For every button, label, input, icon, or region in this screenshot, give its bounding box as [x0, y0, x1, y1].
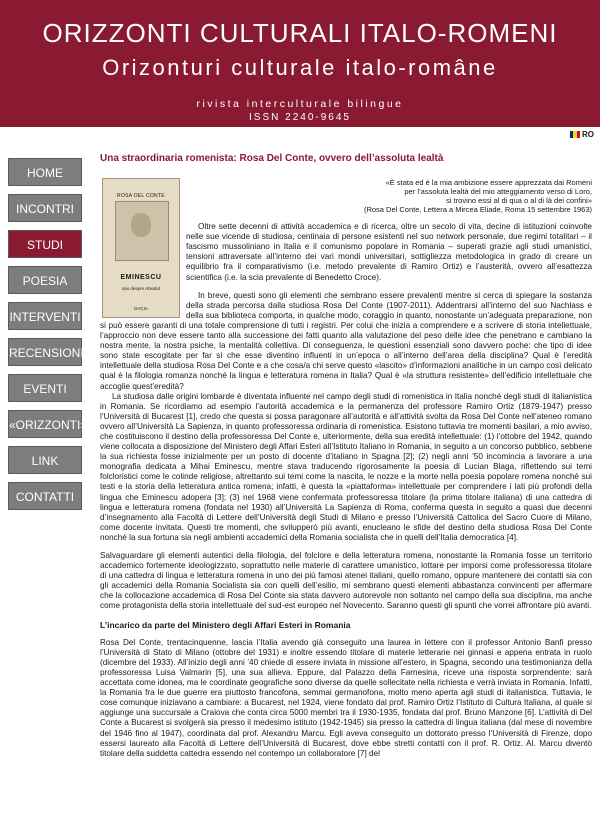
paragraph: La studiosa dalle origini lombarde è diventata influente nel campo degli studi di romenistica in Italia nonché degli studi di italianistica in Romania. Se ricordiamo ad esempio l’autorità accademica e la permanenza del professore Ramiro Ortiz (1879-1947) presso l’Università di Bucarest [1], credo che questa si possa paragonare all’autorità e all’attività svolta da Rosa Del Conte nell’ateneo romano ovvero all’Università La Sapienza, in quanto professoressa ordinaria di romenistica. Esistono tuttavia tre momenti basilari, a mio avviso, che costituiscono il destino della professoressa Del Conte e, ulteriormente, della sua eredità intellettuale: (1) l’ottobre del 1942, quando viene collocata a disposizione del Ministero degli Affari Esteri all’Istituto Italiano in Romania, in seguito a un concorso pubblico, sebbene la sua richiesta fosse inizialmente per un posto di docente d’italiano in Spagna [2]; (2) negli anni ’50 incomincia a lavorare a una monografia dedicata a Mihai Eminescu, mentre stava traducendo rigorosamente la poesia di Lucian Blaga, riflettendo sui temi folcloristici come le colinde religiose, altrettanto sui temi come la nascita, le nozze e la morte nella poesia popolare romena nonché sui testi e la storia della letteratura antica romena; infatti, è questa la «piattaforma» intellettuale per comprendere i lati più profondi della lingua che Eminescu adopera [3]; (3) nel 1968 viene confermata professoressa titolare (la prima titolare italiana) di una cattedra di lingua e letteratura romena (fondata nel 1930) all’Università La Sapienza di Roma, conferma questa in seguito a quasi due decenni d’insegnamento alla Facoltà di Lettere dell’Università degli Studi di Milano e presso l’Università Cattolica del Sacro Cuore di Milano, come docente invitata. Questi tre momenti, che svilupperò più avanti, enucleano le sfide del destino della studiosa Rosa Del Conte nonché la sua fortuna sia negli ambienti accademici della Romania socialista che in quelli dell’Italia democratica [4]. [100, 391, 592, 542]
nav-item-poesia[interactable]: POESIA [8, 266, 82, 294]
flag-stripe [577, 131, 580, 138]
nav-item-incontri[interactable]: INCONTRI [8, 194, 82, 222]
nav-item-interventi[interactable]: INTERVENTI [8, 302, 82, 330]
quote-line: «È stata ed è la mia ambizione essere apprezzata dai Romeni [385, 178, 592, 188]
quote-source: (Rosa Del Conte, Lettera a Mircea Eliade, Roma 15 settembre 1963) [363, 205, 592, 215]
paragraph: Oltre sette decenni di attività accademica e di ricerca, oltre un secolo di vita, decine di istituzioni coinvolte nelle sue vicende di studiosa, centinaia di persone esistenti nel suo network personale, due regimi totalitari – il fascismo mussoliniano in Italia e il comunismo popolare in Romania – superati grazie agli studi umanistici, tensioni attraversate all’interno dei vari mondi universitari, sottigliezza metodologica in grado di creare un equilibrio fra il comparativismo (i.e. metodo prevalente di Ramiro Ortiz) e l’austerità, ovvero all’esattezza scientifica (i.e. la scia prevalente di Benedetto Croce). [186, 222, 592, 282]
nav-item-orizzonti[interactable]: «ORIZZONTI» [8, 410, 82, 438]
nav-item-studi[interactable]: STUDI [8, 230, 82, 258]
book-subtitle: sau despre Absolut [121, 286, 161, 292]
nav-item-recensioni[interactable]: RECENSIONI [8, 338, 82, 366]
book-author: ROSA DEL CONTE [117, 193, 165, 200]
language-switch[interactable] [570, 130, 594, 139]
romanian-flag-icon[interactable] [570, 131, 580, 138]
paragraph: Rosa Del Conte, trentacinquenne, lascia l’Italia avendo già conseguito una laurea in lettere con il professor Antonio Banfi presso l’Università di Stato di Milano (ottobre del 1931) e inoltre essendo titolare di materie letterarie nei ginnasi e appena entrata in ruolo (dicembre del 1933). All’inizio degli anni ’40 chiede di essere inviata in missione all’estero, in Spagna, secondo una testimonianza della professoressa Luisa Valmarin [5], una sua allieva. Eppure, dal Palazzo della Farnesina, riceve una risposta sorprendente: sarà accettata come idonea, ma le coordinate geografiche sono diverse da quelle sollecitate nella richiesta e verrà inviata in Romania. Infatti, la Romania fra le due guerre era piuttosto francofona, semmai germanofona, molto meno aperta agli studi di italianistica. Tuttavia, le cose comunque iniziavano a cambiare: a Bucarest, nel 1924, viene fondato dal prof. Ramiro Ortiz l’Istituto di Cultura Italiana, al quale si aggiunge una succursale a Craiova che conta circa 5000 membri tra il 1930-1935, fondata dal prof. Bruno Manzone [6]. L’attività di Del Conte a Bucarest si svolgerà sia presso il medesimo istituto (1942-1945) sia presso la cattedra di lingua italiana (dal mese di novembre del 1946 fino al 1947), coordinata dal prof. Alexandru Marcu. Egli aveva conseguito un dottorato presso l’Università di Firenze, dopo essersi laureato alla Facoltà di Lettere dell’Università di Bucarest, dove ebbe stretti contatti con il prof. R. Ortiz. Al. Marcu diventò titolare della suddetta cattedra essendo nel contempo un collaboratore [7] del [100, 637, 592, 758]
issn: ISSN 2240-9645 [249, 112, 351, 123]
portrait-face [131, 213, 151, 237]
quote-line: si trovino essi al di qua o al di là dei confini» [446, 196, 592, 206]
quote-line: per l’assoluta lealtà del mio atteggiamento verso di Loro, [404, 187, 592, 197]
site-header [0, 0, 600, 127]
paragraph: In breve, questi sono gli elementi che sembrano essere prevalenti mentre si cerca di spiegare la sostanza della strada percorsa dalla studiosa Rosa Del Conte (1907-2011). Addentrarsi all’interno del suo Nachlass e della sua biblioteca comporta, in qualche modo, coraggio in quanto, nonostante un’adeguata preparazione, non si può essere garanti di una totale comprensione di tutti i registri. Per colui che inizia a comprendere e a scrivere di storia intellettuale, l’approccio non deve essere tanto alla successione dei fatti quanto alla valutazione del peso delle idee che penetrano e cambiano la nostra mente, la nostra psiche, la mentalità collettiva. Di conseguenza, le questioni essenziali sono davvero poche: che tipo di idee sono state escogitate per far sì che esse diventino influenti in un’epoca o all’interno dell’area della disciplina? Qual è l’eredità intellettuale della studiosa Rosa Del Conte e a che cosa/a chi serve questo «lascito» d’informazioni analitiche in un campo così delicato qual è la filologia romanza nonché la lingua e letteratura romena in Italia? Qual è «la struttura resistente» dell’edificio intellettuale che accoglie quest’eredità? [100, 290, 592, 391]
nav-item-contatti[interactable]: CONTATTI [8, 482, 82, 510]
nav-item-link[interactable]: LINK [8, 446, 82, 474]
paragraph: Salvaguardare gli elementi autentici della filologia, del folclore e della letteratura romena, nonostante la Romania fosse un territorio accademico fortemente ideologizzato, soprattutto nelle materie di carattere umanistico, lottare per imporsi come professoressa titolare di una cattedra di lingua e letteratura romena in uno dei più famosi atenei italiani, quello romano, oppure mantenere dei contatti sia con gli accademici della Romania Socialista sia con quelli dell’esilio, mi sembrano questi elementi abbastanza convincenti per affermare che la collocazione accademica di Rosa Del Conte sia stata davvero autorevole non soltanto nel campo della sua disciplina, ma anche come protagonista della storia intellettuale del sud-est europeo nel Novecento. Saranno questi gli spunti che vorrei affrontare più avanti. [100, 551, 592, 611]
nav-item-home[interactable]: HOME [8, 158, 82, 186]
article [100, 154, 592, 759]
site-tagline: rivista interculturale bilingue [196, 98, 404, 110]
site-title[interactable]: ORIZZONTI CULTURALI ITALO-ROMENI [42, 18, 558, 48]
language-code[interactable]: RO [582, 130, 594, 139]
book-publisher: DACIA [134, 306, 148, 312]
main-navigation [8, 158, 88, 518]
section-heading: L’incarico da parte del Ministero degli Affari Esteri in Romania [100, 619, 351, 630]
book-title: EMINESCU [120, 274, 162, 282]
site-subtitle: Orizonturi culturale italo-române [102, 55, 498, 80]
nav-item-eventi[interactable]: EVENTI [8, 374, 82, 402]
book-cover-image [102, 178, 180, 318]
article-title: Una straordinaria romenista: Rosa Del Conte, ovvero dell’assoluta lealtà [100, 153, 444, 164]
